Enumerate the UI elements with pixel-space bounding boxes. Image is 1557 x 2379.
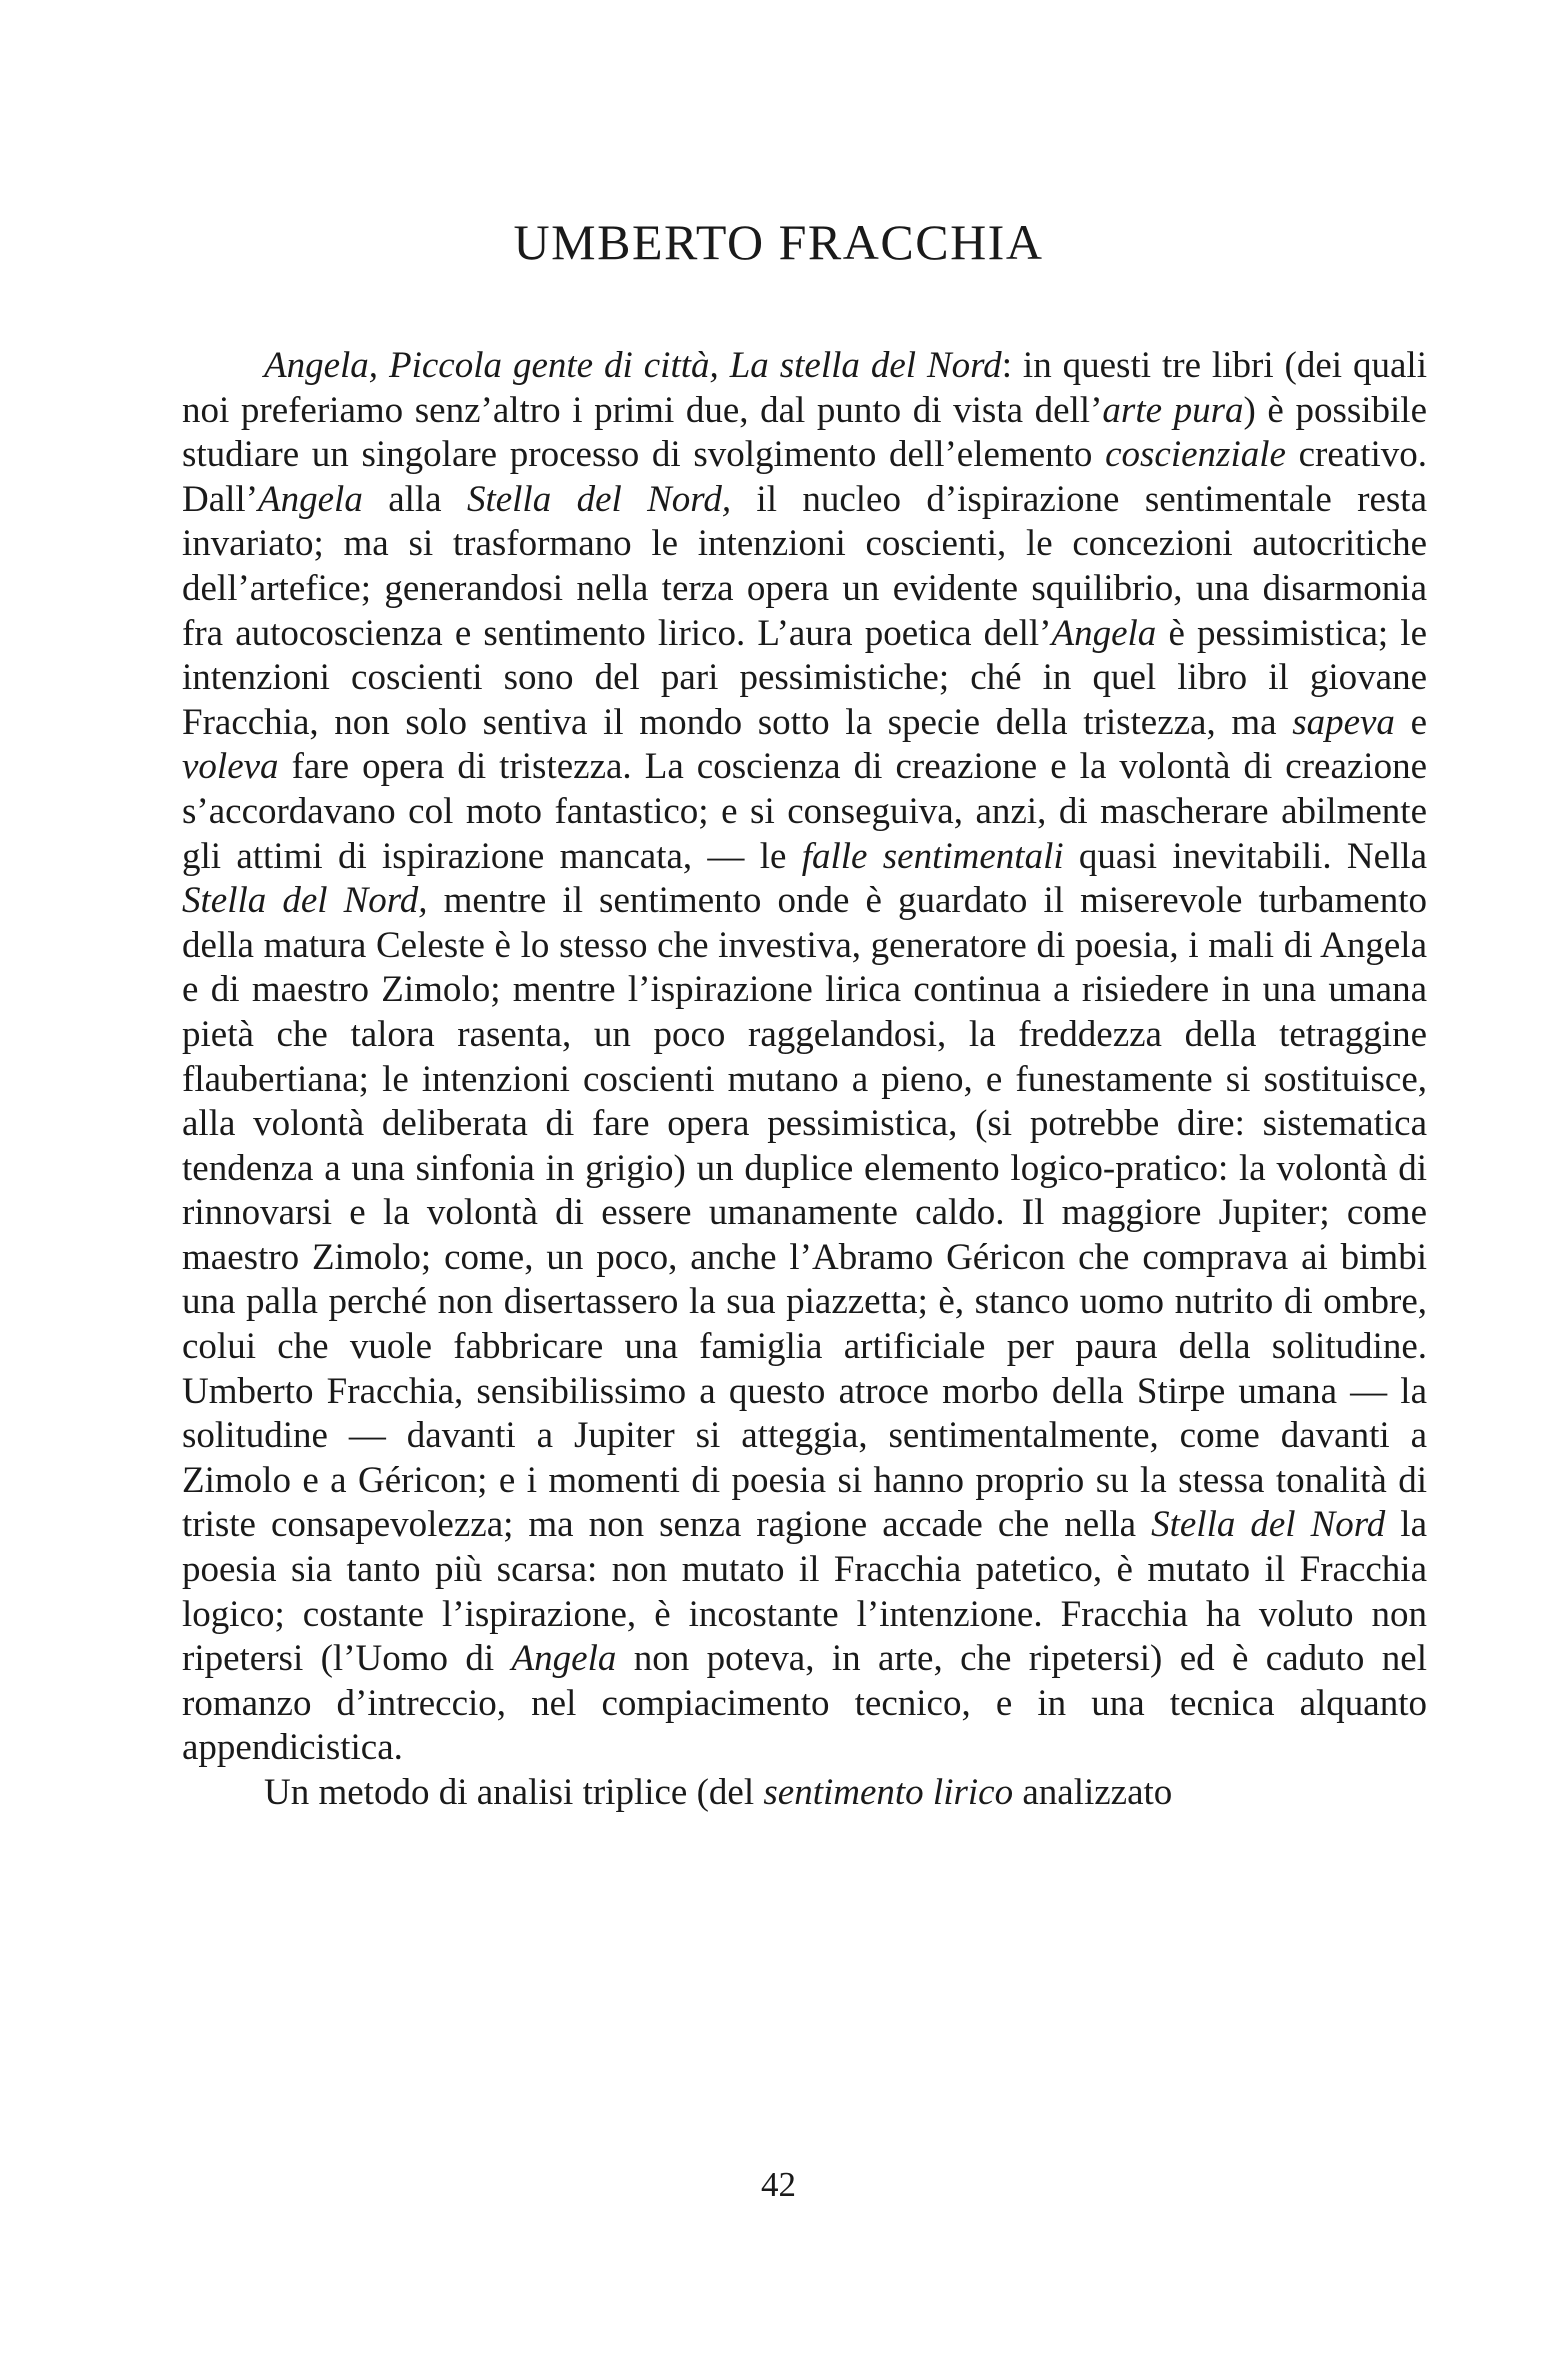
text-segment: alla (362, 478, 467, 520)
italic-text-segment: Stella del Nord, (466, 478, 732, 520)
italic-text-segment: falle sentimentali (801, 835, 1064, 877)
paragraph-1 (182, 344, 1427, 1771)
text-segment: non poteva, in arte, che ripetersi) ed è caduto nel romanzo d’intreccio, nel compiacimento tecnico, e in una tecnica alquanto appendicistica. (182, 1638, 1427, 1769)
italic-text-segment: Angela (258, 478, 363, 520)
page-title: UMBERTO FRACCHIA (513, 214, 1044, 270)
text-segment: il nucleo d’ispirazione sentimentale resta invariato; ma si trasformano le intenzioni coscienti, le concezioni autocritiche dell’artefice; generandosi nella terza opera un evidente squilibrio, una disarmonia fra autocoscienza e sentimento lirico. L’aura poetica dell’ (182, 478, 1427, 654)
body-text (182, 344, 1427, 1816)
text-segment: Un metodo di analisi triplice (del (264, 1772, 764, 1813)
text-segment: fare opera di tristezza. La coscienza di creazione e la volontà di creazione s’accordavano col moto fantastico; e si conseguiva, anzi, di mascherare abilmente gli attimi di ispirazione mancata, — le (182, 746, 1427, 877)
italic-text-segment: Angela, Piccola gente di città, La stella del Nord (264, 345, 1002, 386)
text-segment: ) è possibile studiare un singolare processo di svolgimento dell’elemento (182, 389, 1428, 476)
italic-text-segment: Angela (511, 1638, 617, 1680)
text-segment: la poesia sia tanto più scarsa: non mutato il Fracchia patetico, è mutato il Fracchia logico; costante l’ispirazione, è incostante l’intenzione. Fracchia ha voluto non ripetersi (l’Uomo di (182, 1504, 1428, 1680)
paragraph-2 (182, 1771, 1427, 1816)
italic-text-segment: Stella del Nord, (182, 880, 428, 922)
text-segment: è pessimistica; le intenzioni coscienti sono del pari pessimistiche; ché in quel libro il giovane Fracchia, non solo sentiva il mondo sotto la specie della tristezza, ma (182, 612, 1427, 743)
text-segment: e (1394, 701, 1427, 743)
text-segment: mentre il sentimento onde è guardato il miserevole turbamento della matura Celeste è lo stesso che investiva, generatore di poesia, i mali di Angela e di maestro Zimolo; mentre l’ispirazione lirica continua a risiedere in una umana pietà che talora rasenta, un poco raggelandosi, la freddezza della tetraggine flaubertiana; le intenzioni coscienti mutano a pieno, e funestamente si sostituisce, alla volontà deliberata di fare opera pessimistica, (si potrebbe dire: sistematica tendenza a una sinfonia in grigio) un duplice elemento logico-pratico: la volontà di rinnovarsi e la volontà di essere umanamente caldo. Il maggiore Jupiter; come maestro Zimolo; come, un poco, anche l’Abramo Géricon che comprava ai bimbi una palla perché non disertassero la sua piazzetta; è, stanco uomo nutrito di ombre, colui che vuole fabbricare una famiglia artificiale per paura della solitudine. Umberto Fracchia, sensibilissimo a questo atroce morbo della Stirpe umana — la solitudine — davanti a Jupiter si atteggia, sentimentalmente, come davanti a Zimolo e a Géricon; e i momenti di poesia si hanno proprio su la stessa tonalità di triste consapevolezza; ma non senza ragione accade che nella (182, 880, 1427, 1546)
italic-text-segment: sentimento lirico (763, 1772, 1014, 1813)
text-segment: : in questi tre libri (dei quali noi preferiamo senz’altro i primi due, dal punto di vista dell’ (182, 345, 1427, 431)
italic-text-segment: coscienziale (1105, 434, 1286, 476)
italic-text-segment: voleva (182, 746, 279, 788)
page-number: 42 (761, 2165, 796, 2204)
text-segment: creativo. Dall’ (182, 434, 1427, 520)
italic-text-segment: arte pura (1102, 389, 1244, 431)
italic-text-segment: Stella del Nord (1151, 1504, 1386, 1546)
italic-text-segment: Angela (1051, 612, 1157, 654)
text-segment: analizzato (1013, 1772, 1173, 1813)
italic-text-segment: sapeva (1292, 701, 1395, 743)
text-segment: quasi inevitabili. Nella (1063, 835, 1428, 877)
